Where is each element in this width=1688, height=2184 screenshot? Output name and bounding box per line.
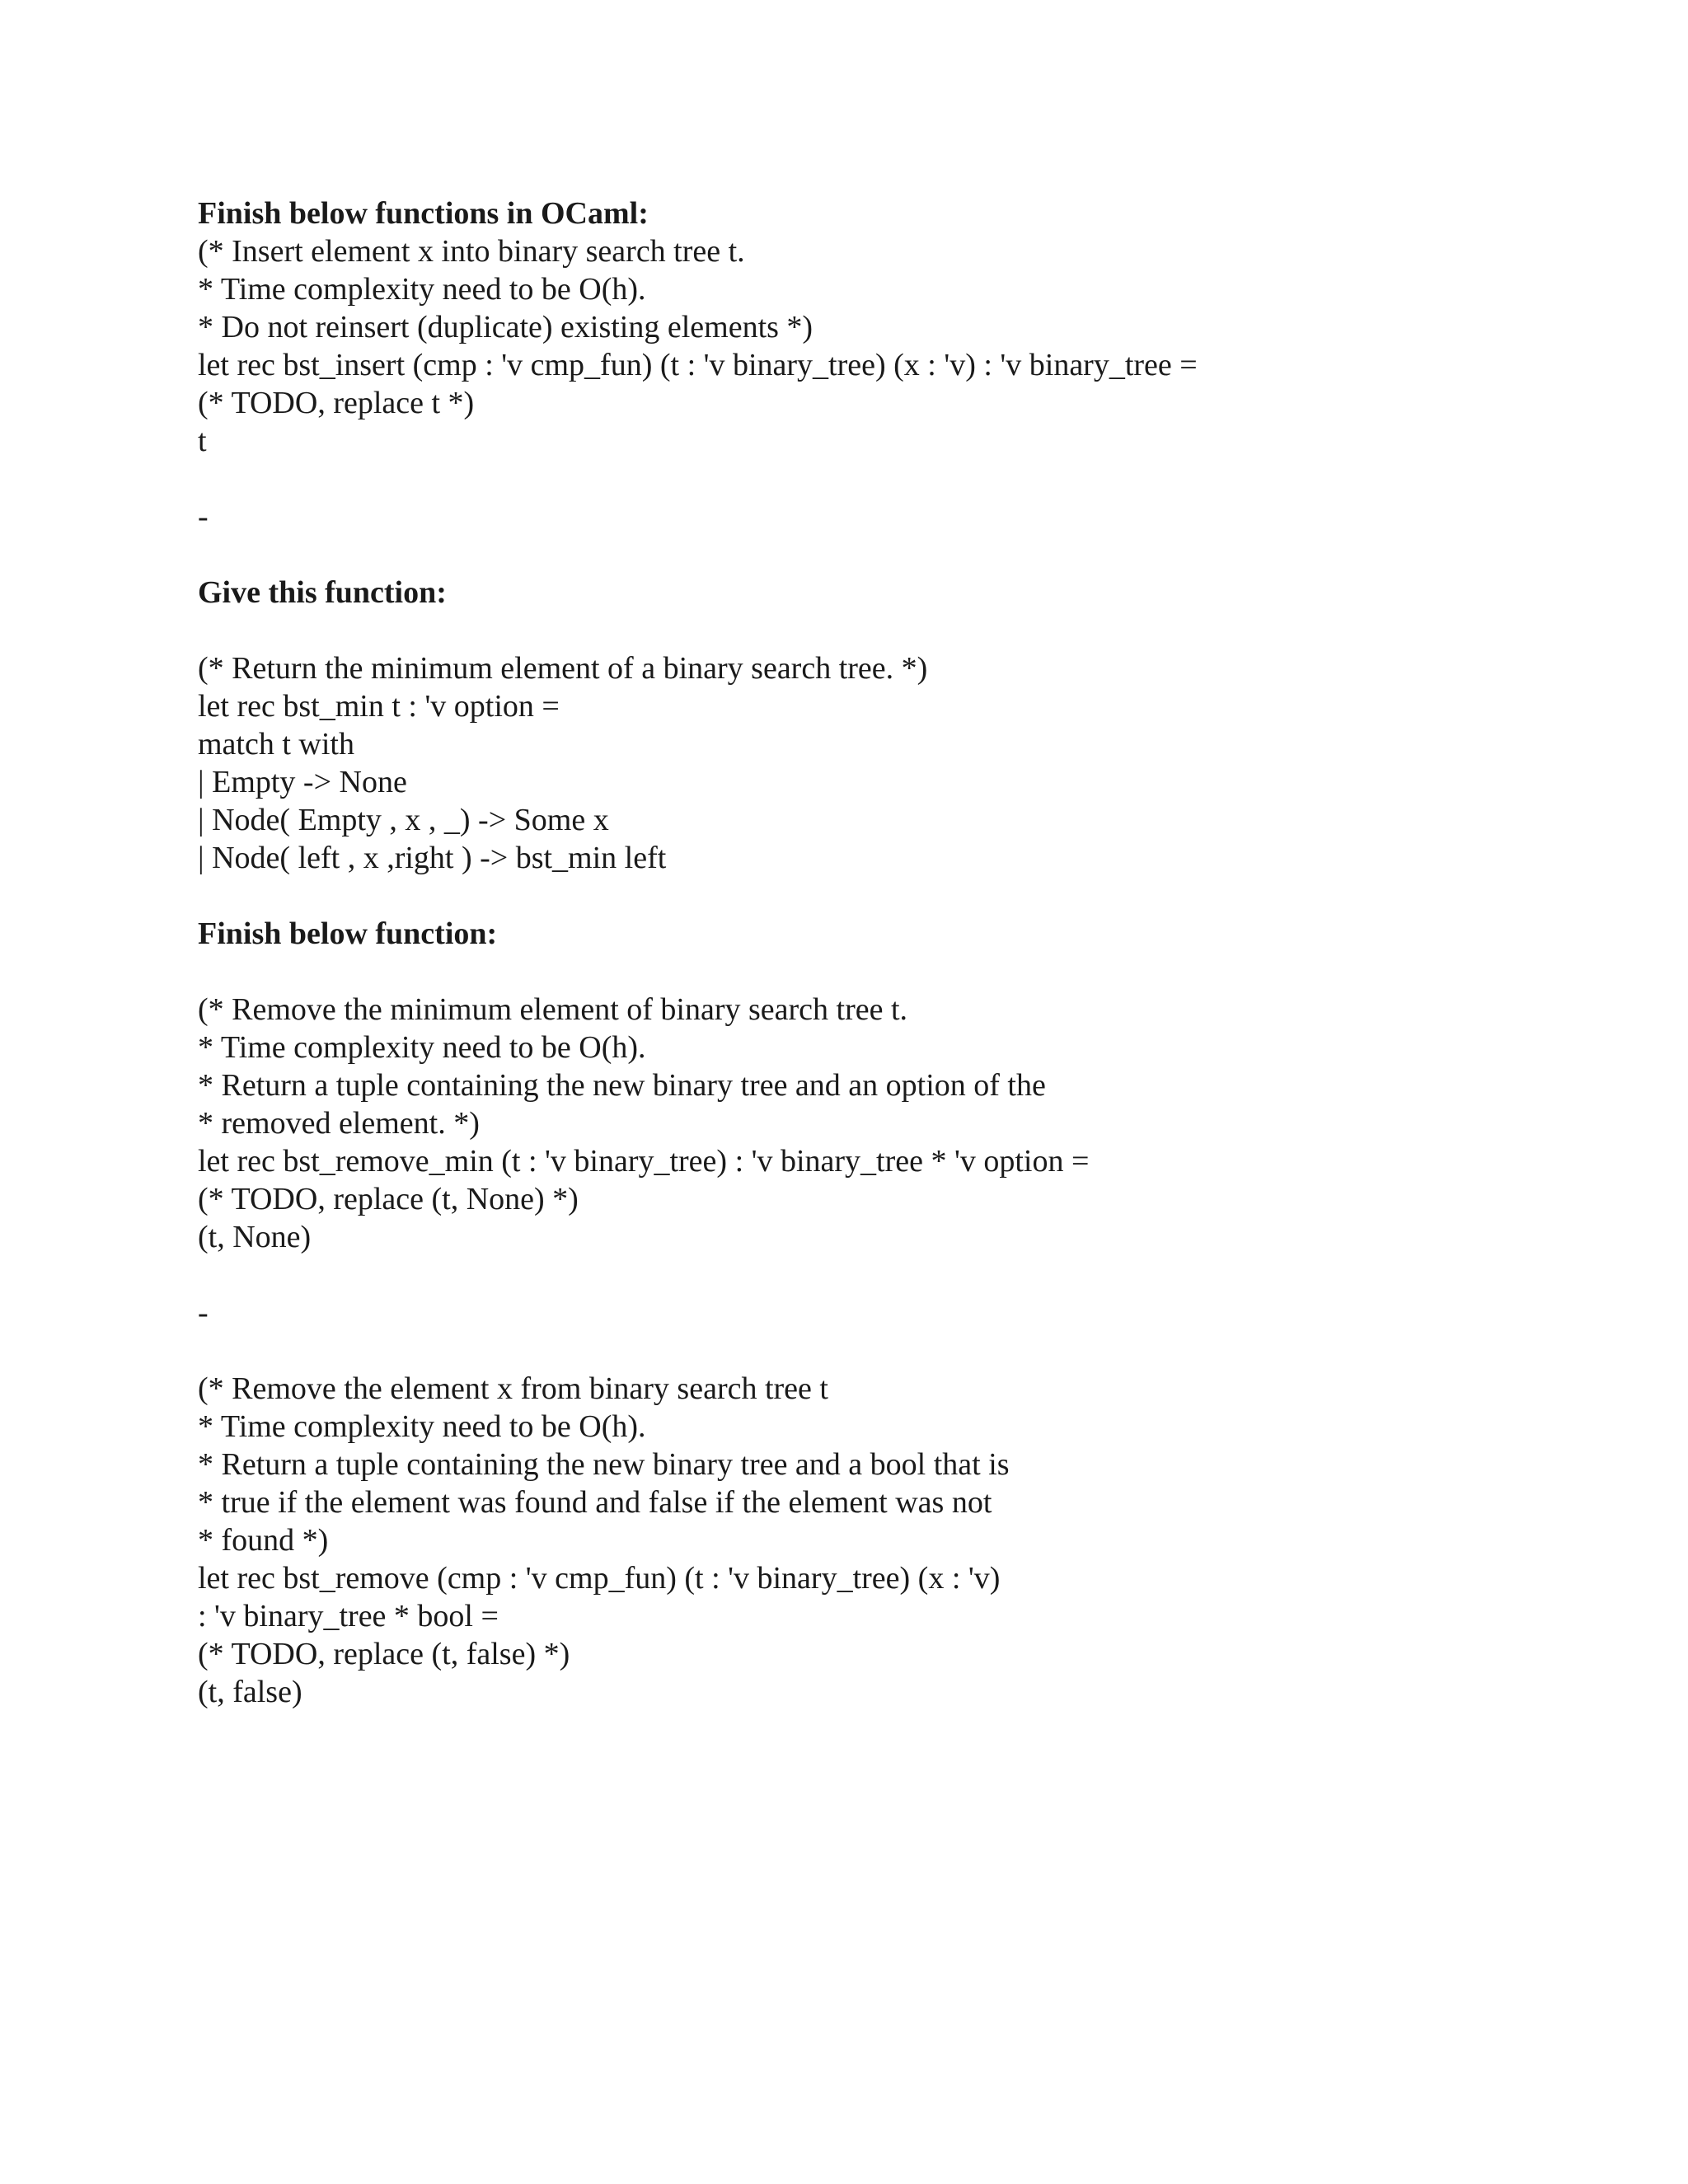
code-line: (* Insert element x into binary search tree t. — [198, 234, 745, 269]
code-line: (* TODO, replace (t, None) *) — [198, 1182, 579, 1216]
code-line: * found *) — [198, 1523, 329, 1558]
code-line: * removed element. *) — [198, 1106, 480, 1141]
section2-heading: Give this function: — [198, 575, 447, 610]
code-line: let rec bst_remove (cmp : 'v cmp_fun) (t : 'v binary_tree) (x : 'v) — [198, 1561, 1001, 1596]
code-line: let rec bst_insert (cmp : 'v cmp_fun) (t : 'v binary_tree) (x : 'v) : 'v binary_tree = — [198, 348, 1198, 382]
code-line: let rec bst_min t : 'v option = — [198, 689, 560, 724]
code-line: * Time complexity need to be O(h). — [198, 1409, 646, 1444]
separator: - — [198, 499, 209, 534]
code-line: (* Return the minimum element of a binary search tree. *) — [198, 651, 928, 686]
code-line: * Time complexity need to be O(h). — [198, 1030, 646, 1065]
code-line: | Node( Empty , x , _) -> Some x — [198, 803, 609, 837]
section1-heading: Finish below functions in OCaml: — [198, 196, 649, 231]
separator: - — [198, 1296, 209, 1330]
code-line: (* Remove the element x from binary search tree t — [198, 1371, 828, 1406]
code-line: : 'v binary_tree * bool = — [198, 1599, 499, 1633]
code-line: (* Remove the minimum element of binary search tree t. — [198, 992, 908, 1027]
code-line: | Node( left , x ,right ) -> bst_min left — [198, 841, 667, 875]
code-line: * Return a tuple containing the new binary tree and a bool that is — [198, 1447, 1010, 1482]
code-line: | Empty -> None — [198, 765, 407, 799]
code-line: (t, None) — [198, 1220, 312, 1254]
code-line: (t, false) — [198, 1675, 302, 1709]
code-line: * Return a tuple containing the new binary tree and an option of the — [198, 1068, 1046, 1103]
code-line: * Do not reinsert (duplicate) existing elements *) — [198, 310, 814, 344]
code-line: (* TODO, replace t *) — [198, 386, 475, 420]
code-line: * true if the element was found and false if the element was not — [198, 1485, 992, 1520]
section3-heading: Finish below function: — [198, 916, 498, 951]
code-line: let rec bst_remove_min (t : 'v binary_tree) : 'v binary_tree * 'v option = — [198, 1144, 1090, 1179]
code-line: * Time complexity need to be O(h). — [198, 272, 646, 307]
document-page — [198, 194, 1599, 1711]
code-line: match t with — [198, 727, 354, 762]
code-line: (* TODO, replace (t, false) *) — [198, 1637, 570, 1671]
code-line: t — [198, 424, 207, 458]
